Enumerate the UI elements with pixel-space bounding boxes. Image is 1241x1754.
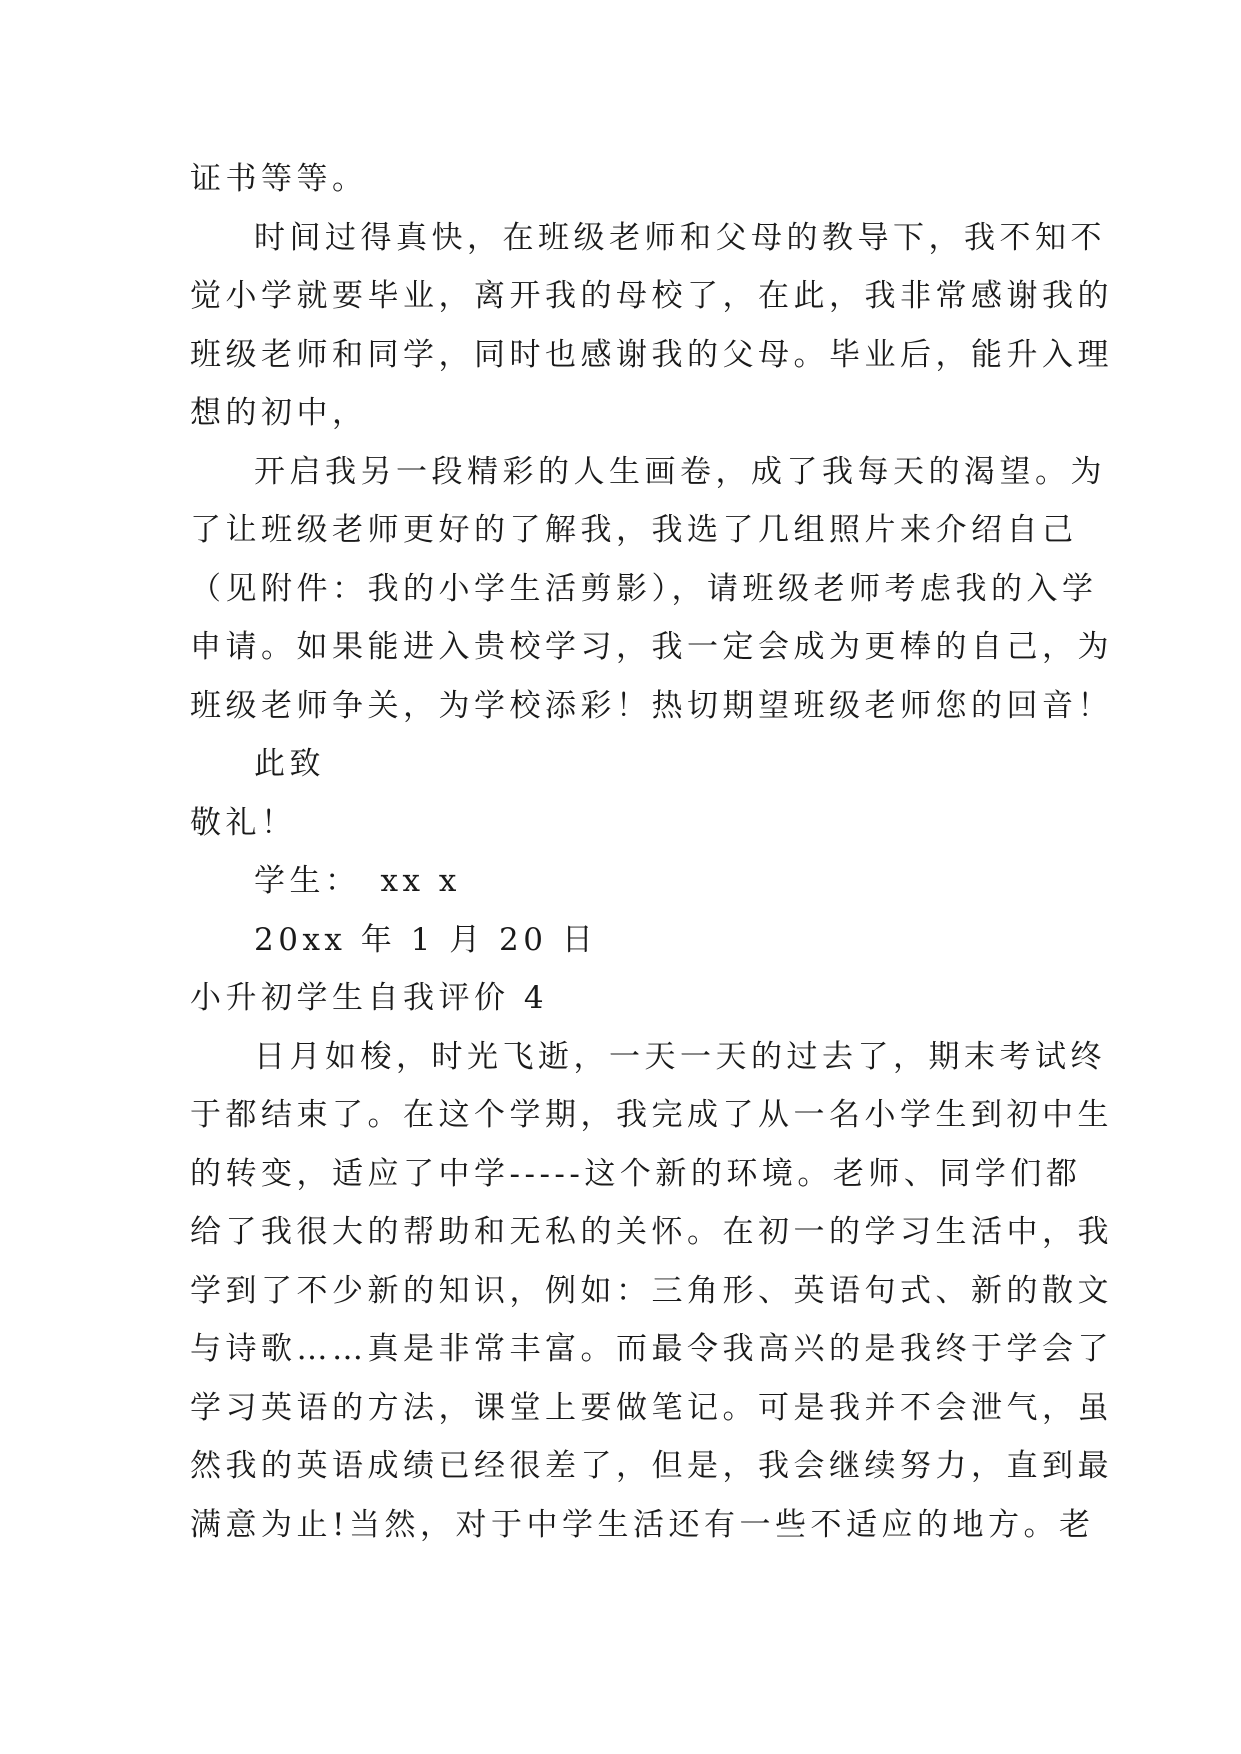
section-title: 小升初学生自我评价 4	[190, 980, 549, 1016]
closing-line: 敬礼！	[190, 804, 297, 841]
text-line: 学到了不少新的知识，例如：三角形、英语句式、新的散文	[190, 1272, 1113, 1309]
text-line: 了让班级老师更好的了解我，我选了几组照片来介绍自己	[190, 512, 1078, 548]
text-line: 于都结束了。在这个学期，我完成了从一名小学生到初中生	[190, 1097, 1113, 1133]
text-line: 的转变，适应了中学-----这个新的环境。老师、同学们都	[190, 1155, 1082, 1192]
text-line: 证书等等。	[190, 161, 368, 197]
text-line: 然我的英语成绩已经很差了，但是，我会继续努力，直到最	[190, 1448, 1113, 1484]
text-line: 学习英语的方法，课堂上要做笔记。可是我并不会泄气，虽	[190, 1389, 1113, 1426]
text-line: 申请。如果能进入贵校学习，我一定会成为更棒的自己，为	[190, 629, 1113, 665]
document-body	[190, 150, 1113, 1554]
signature-line: 学生： xx x	[254, 863, 461, 899]
salutation-line: 此致	[254, 746, 325, 782]
text-line: （见附件：我的小学生活剪影），请班级老师考虑我的入学	[190, 570, 1098, 607]
text-line: 与诗歌……真是非常丰富。而最令我高兴的是我终于学会了	[190, 1331, 1113, 1367]
text-line: 给了我很大的帮助和无私的关怀。在初一的学习生活中，我	[190, 1214, 1113, 1250]
date-line: 20xx 年 1 月 20 日	[254, 921, 598, 958]
paragraph-start-line: 时间过得真快，在班级老师和父母的教导下，我不知不	[254, 219, 1106, 256]
paragraph-start-line: 日月如梭，时光飞逝，一天一天的过去了，期末考试终	[254, 1038, 1106, 1075]
text-line: 班级老师争关，为学校添彩！热切期望班级老师您的回音！	[190, 687, 1113, 724]
text-line: 觉小学就要毕业，离开我的母校了，在此，我非常感谢我的	[190, 278, 1113, 314]
text-line: 班级老师和同学，同时也感谢我的父母。毕业后，能升入理	[190, 336, 1113, 373]
text-line: 想的初中，	[190, 395, 368, 431]
paragraph-start-line: 开启我另一段精彩的人生画卷，成了我每天的渴望。为	[254, 453, 1106, 490]
text-line: 满意为止!当然，对于中学生活还有一些不适应的地方。老	[190, 1506, 1095, 1543]
